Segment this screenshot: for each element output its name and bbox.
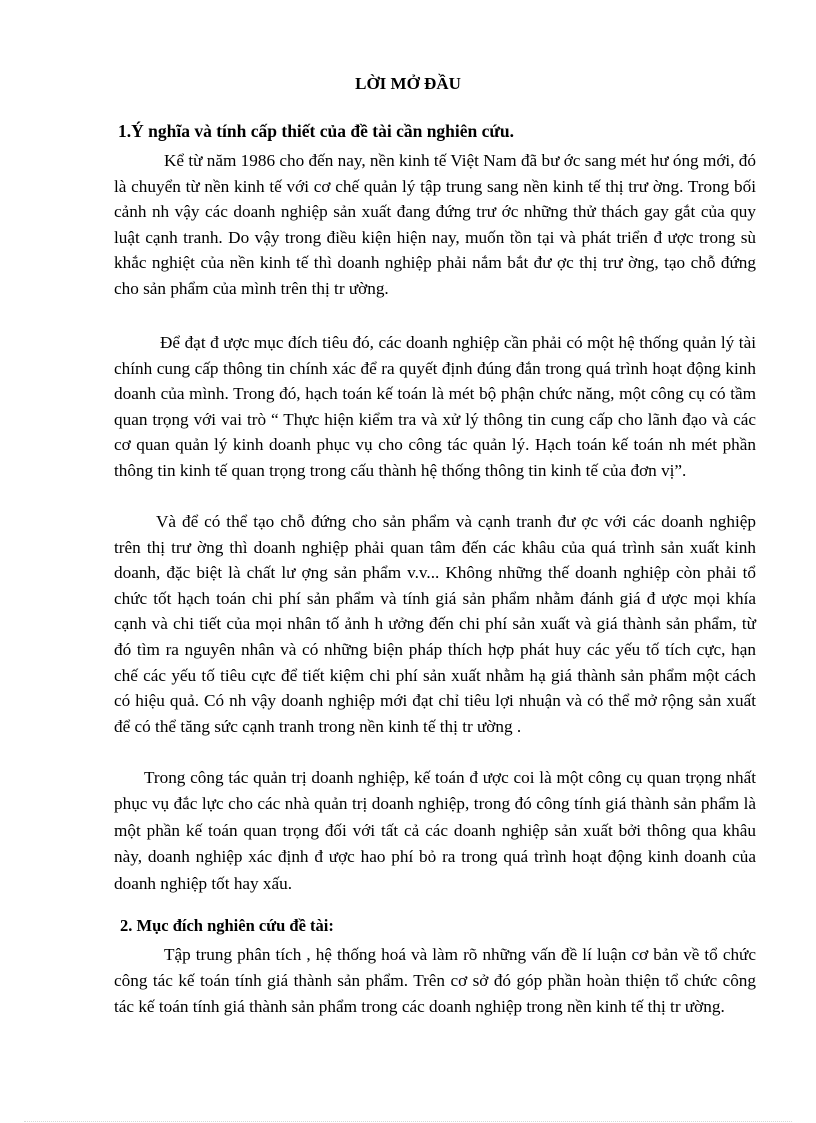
- section-1-heading: 1.Ý nghĩa và tính cấp thiết của đề tài cần nghiên cứu.: [118, 121, 515, 141]
- section-1-paragraph-1: Kể từ năm 1986 cho đến nay, nền kinh tế Việt Nam đã bư ớc sang mét hư óng mới, đó là chuyển từ nền kinh tế với cơ chế quản lý tập trung sang nền kinh tế thị trư ờng. Trong bối cảnh nh vậy các doanh nghiệp sản xuất đang đứng trư ớc những thử thách gay gắt của quy luật cạnh tranh. Do vậy trong điều kiện hiện nay, muốn tồn tại và phát triển đ ược trong sù khắc nghiệt của nền kinh tế thì doanh nghiệp phải nắm bắt đư ợc thị trư ờng, tạo chỗ đứng cho sản phẩm của mình trên thị tr ường.: [114, 151, 756, 298]
- section-1-paragraph-2: Để đạt đ ược mục đích tiêu đó, các doanh nghiệp cần phải có một hệ thống quản lý tài chính cung cấp thông tin chính xác để ra quyết định đúng đắn trong quá trình hoạt động kinh doanh của mình. Trong đó, hạch toán kế toán là mét bộ phận chức năng, một công cụ có tầm quan trọng với vai trò “ Thực hiện kiểm tra và xử lý thông tin cung cấp cho lãnh đạo và các cơ quan quản lý kinh doanh phục vụ cho công tác quản lý. Hạch toán kế toán nh mét phần thông tin kinh tế quan trọng trong cấu thành hệ thống thông tin kinh tế của đơn vị”.: [114, 333, 756, 480]
- section-1-paragraph-3: Và để có thể tạo chỗ đứng cho sản phẩm và cạnh tranh đư ợc với các doanh nghiệp trên thị trư ờng thì doanh nghiệp phải quan tâm đến các khâu của quá trình sản xuất kinh doanh, đặc biệt là chất lư ợng sản phẩm v.v... Không những thế doanh nghiệp còn phải tổ chức tốt hạch toán chi phí sản phẩm và tính giá sản phẩm nhằm đánh giá đ ược mọi khía cạnh và chi tiết của mọi nhân tố ảnh h ưởng đến chi phí sản xuất và giá thành sản phẩm, từ đó tìm ra nguyên nhân và có những biện pháp thích hợp phát huy các yếu tố tích cực, hạn chế các yếu tố tiêu cực để tiết kiệm chi phí sản xuất nhằm hạ giá thành sản phẩm một cách có hiệu quả. Có nh vậy doanh nghiệp mới đạt chỉ tiêu lợi nhuận và có thể mở rộng sản xuất để có thể tăng sức cạnh tranh trong nền kinh tế thị tr ường .: [114, 512, 756, 736]
- section-1-paragraph-4: Trong công tác quản trị doanh nghiệp, kế toán đ ược coi là một công cụ quan trọng nhất phục vụ đắc lực cho các nhà quản trị doanh nghiệp, trong đó công tính giá thành sản phẩm là một phần kế toán quan trọng đối với tất cả các doanh nghiệp sản xuất bởi thông qua khâu này, doanh nghiệp xác định đ ược hao phí bỏ ra trong quá trình hoạt động kinh doanh của doanh nghiệp tốt hay xấu.: [114, 768, 756, 893]
- section-2-paragraph-1: Tập trung phân tích , hệ thống hoá và làm rõ những vấn đề lí luận cơ bản về tổ chức công tác kế toán tính giá thành sản phẩm. Trên cơ sở đó góp phần hoàn thiện tổ chức công tác kế toán tính giá thành sản phẩm trong các doanh nghiệp trong nền kinh tế thị tr ường.: [114, 945, 756, 1016]
- document-title: LỜI MỞ ĐẦU: [355, 74, 461, 93]
- section-2-heading: 2. Mục đích nghiên cứu đề tài:: [120, 916, 334, 935]
- page-bottom-divider: [24, 1121, 792, 1122]
